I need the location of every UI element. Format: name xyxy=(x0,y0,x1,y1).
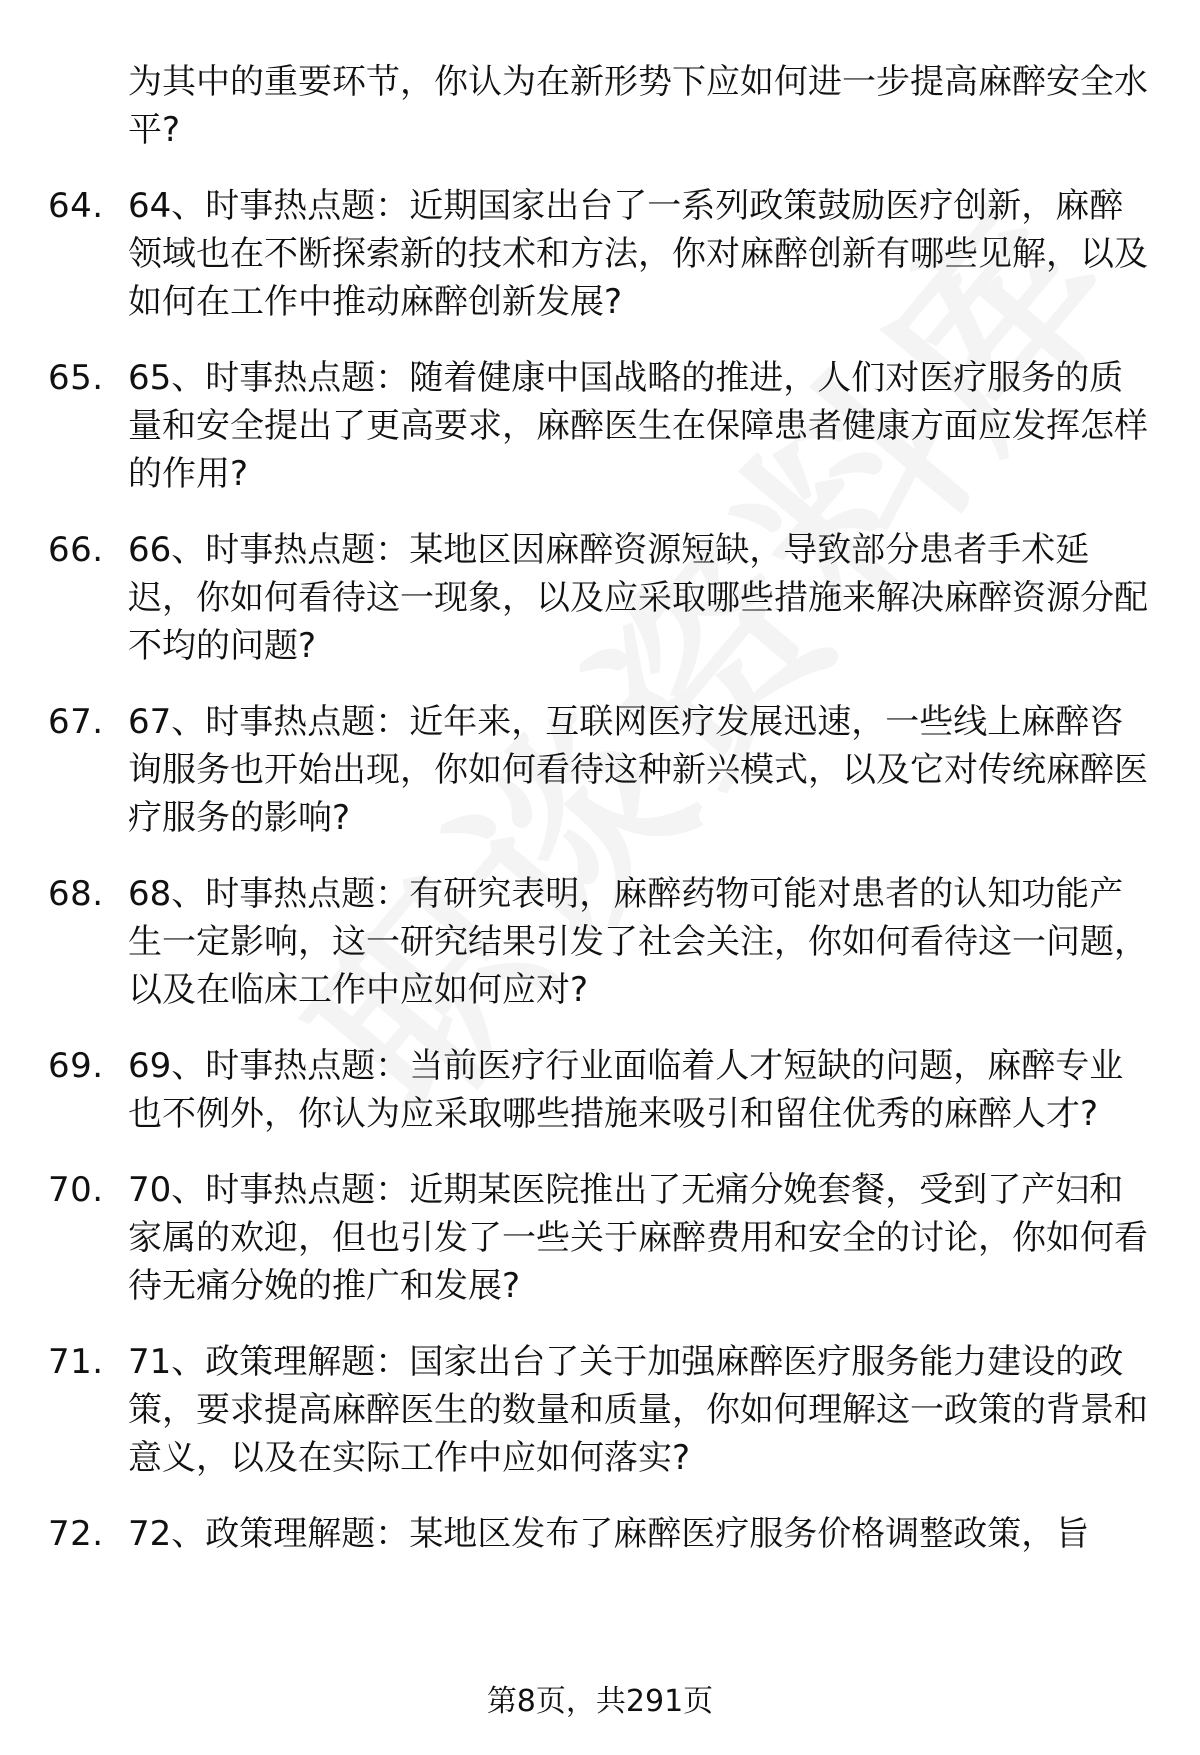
list-number: 68. xyxy=(48,874,104,914)
question-text: 64、时事热点题：近期国家出台了一系列政策鼓励医疗创新，麻醉领域也在不断探索新的技术和方法，你对麻醉创新有哪些见解，以及如何在工作中推动麻醉创新发展? xyxy=(128,186,1148,322)
question-text: 66、时事热点题：某地区因麻醉资源短缺，导致部分患者手术延迟，你如何看待这一现象，以及应采取哪些措施来解决麻醉资源分配不均的问题? xyxy=(128,530,1148,666)
list-number: 71. xyxy=(48,1342,104,1382)
list-number: 66. xyxy=(48,530,104,570)
list-number: 72. xyxy=(48,1514,104,1554)
list-item-68 xyxy=(48,870,1154,1014)
list-number: 70. xyxy=(48,1170,104,1210)
question-text: 72、政策理解题：某地区发布了麻醉医疗服务价格调整政策，旨 xyxy=(128,1514,1090,1554)
question-text: 68、时事热点题：有研究表明，麻醉药物可能对患者的认知功能产生一定影响，这一研究结果引发了社会关注，你如何看待这一问题，以及在临床工作中应如何应对? xyxy=(128,874,1148,1010)
list-item-65 xyxy=(48,354,1154,498)
list-item-71 xyxy=(48,1338,1154,1482)
question-text: 67、时事热点题：近年来，互联网医疗发展迅速，一些线上麻醉咨询服务也开始出现，你如何看待这种新兴模式，以及它对传统麻醉医疗服务的影响? xyxy=(128,702,1148,838)
question-text: 65、时事热点题：随着健康中国战略的推进，人们对医疗服务的质量和安全提出了更高要求，麻醉医生在保障患者健康方面应发挥怎样的作用? xyxy=(128,358,1148,494)
list-item-72 xyxy=(48,1510,1154,1558)
list-item-70 xyxy=(48,1166,1154,1310)
list-item-67 xyxy=(48,698,1154,842)
list-number: 64. xyxy=(48,186,104,226)
list-number: 69. xyxy=(48,1046,104,1086)
list-number: 67. xyxy=(48,702,104,742)
list-number: 65. xyxy=(48,358,104,398)
list-item-66 xyxy=(48,526,1154,670)
continued-question-text: 为其中的重要环节，你认为在新形势下应如何进一步提高麻醉安全水平? xyxy=(128,62,1148,150)
list-item-69 xyxy=(48,1042,1154,1138)
list-item-64 xyxy=(48,182,1154,326)
question-list xyxy=(48,58,1154,1586)
question-text: 71、政策理解题：国家出台了关于加强麻醉医疗服务能力建设的政策，要求提高麻醉医生的数量和质量，你如何理解这一政策的背景和意义，以及在实际工作中应如何落实? xyxy=(128,1342,1148,1478)
page-footer: 第8页，共291页 xyxy=(486,1684,714,1719)
question-text: 69、时事热点题：当前医疗行业面临着人才短缺的问题，麻醉专业也不例外，你认为应采取哪些措施来吸引和留住优秀的麻醉人才? xyxy=(128,1046,1124,1134)
question-text: 70、时事热点题：近期某医院推出了无痛分娩套餐，受到了产妇和家属的欢迎，但也引发了一些关于麻醉费用和安全的讨论，你如何看待无痛分娩的推广和发展? xyxy=(128,1170,1148,1306)
